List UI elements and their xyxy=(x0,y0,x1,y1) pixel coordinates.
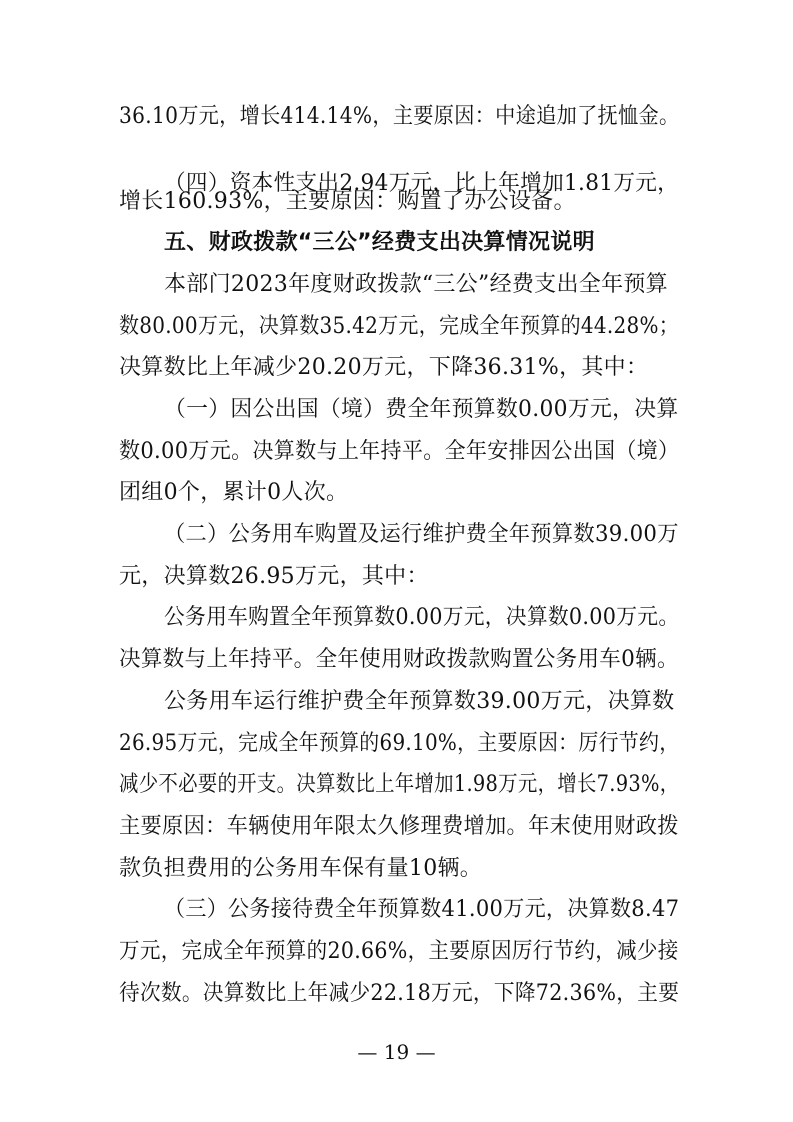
text-line: 增长160.93%，主要原因：购置了办公设备。 xyxy=(119,189,576,214)
text-line: （二）公务用车购置及运行维护费全年预算数39.00万 xyxy=(164,522,679,547)
text-line: 决算数比上年减少20.20万元，下降36.31%，其中： xyxy=(119,355,649,380)
text-line: 减少不必要的开支。决算数比上年增加1.98万元，增长7.93%， xyxy=(119,772,680,797)
text-line: 26.95万元，完成全年预算的69.10%，主要原因：厉行节约， xyxy=(119,731,680,756)
text-line: （四）资本性支出2.94万元，比上年增加1.81万元， xyxy=(164,171,680,196)
text-line: 款负担费用的公务用车保有量10辆。 xyxy=(119,856,483,881)
text-line: 数0.00万元。决算数与上年持平。全年安排因公出国（境） xyxy=(119,439,680,464)
text-line: 36.10万元，增长414.14%，主要原因：中途追加了抚恤金。 xyxy=(119,104,680,129)
page-number: — 19 — xyxy=(357,1040,436,1064)
text-line: 主要原因：车辆使用年限太久修理费增加。年末使用财政拨 xyxy=(119,814,679,839)
text-line: 公务用车购置全年预算数0.00万元，决算数0.00万元。 xyxy=(164,605,680,630)
section-heading: 五、财政拨款“三公”经费支出决算情况说明 xyxy=(164,230,595,255)
text-line: 本部门2023年度财政拨款“三公”经费支出全年预算 xyxy=(164,272,668,297)
text-line: （三）公务接待费全年预算数41.00万元，决算数8.47 xyxy=(164,897,680,922)
text-line: 元，决算数26.95万元，其中： xyxy=(119,564,429,589)
text-line: 万元，完成全年预算的20.66%，主要原因厉行节约，减少接 xyxy=(119,939,679,964)
text-line: （一）因公出国（境）费全年预算数0.00万元，决算 xyxy=(164,397,679,422)
text-line: 数80.00万元，决算数35.42万元，完成全年预算的44.28%； xyxy=(119,314,680,339)
text-line: 团组0个，累计0人次。 xyxy=(119,480,349,505)
text-line: 待次数。决算数比上年减少22.18万元，下降72.36%，主要 xyxy=(119,981,680,1006)
text-line: 公务用车运行维护费全年预算数39.00万元，决算数 xyxy=(164,689,675,714)
text-line: 决算数与上年持平。全年使用财政拨款购置公务用车0辆。 xyxy=(119,647,679,672)
